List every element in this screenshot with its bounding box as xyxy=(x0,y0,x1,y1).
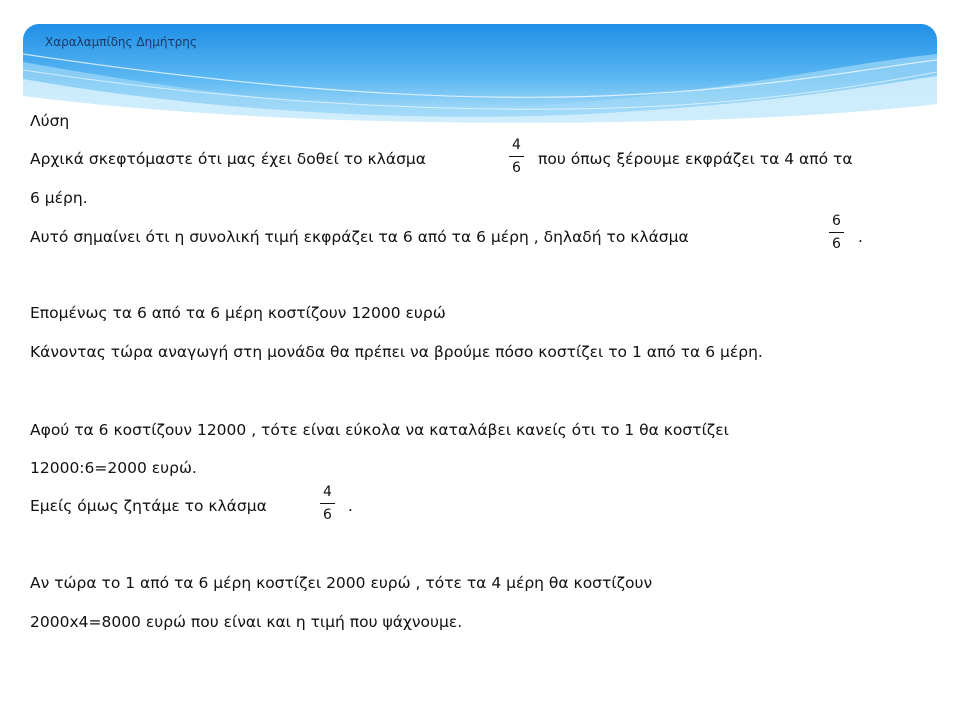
fraction-denominator: 6 xyxy=(323,507,332,523)
fraction-6-6 xyxy=(829,212,844,253)
paragraph-3: Επομένως τα 6 από τα 6 μέρη κοστίζουν 12000 ευρώ xyxy=(30,304,446,322)
fraction-numerator: 4 xyxy=(509,136,524,157)
author-name: Χαραλαμπίδης Δημήτρης xyxy=(45,35,197,49)
paragraph-2a: Αυτό σημαίνει ότι η συνολική τιμή εκφράζει τα 6 από τα 6 μέρη , δηλαδή το κλάσμα xyxy=(30,228,689,246)
paragraph-4: Κάνοντας τώρα αναγωγή στη μονάδα θα πρέπει να βρούμε πόσο κοστίζει το 1 από τα 6 μέρη. xyxy=(30,343,763,361)
paragraph-5b: 12000:6=2000 ευρώ. xyxy=(30,459,197,477)
paragraph-7a: Αν τώρα το 1 από τα 6 μέρη κοστίζει 2000 ευρώ , τότε τα 4 μέρη θα κοστίζουν xyxy=(30,574,653,592)
fraction-numerator: 6 xyxy=(829,212,844,233)
paragraph-2b: . xyxy=(858,228,863,246)
paragraph-6b: . xyxy=(348,497,353,515)
paragraph-6a: Εμείς όμως ζητάμε το κλάσμα xyxy=(30,497,267,515)
fraction-4-6-second xyxy=(320,483,335,524)
paragraph-7b: 2000x4=8000 ευρώ που είναι και η τιμή που ψάχνουμε. xyxy=(30,613,463,631)
paragraph-1b: που όπως ξέρουμε εκφράζει τα 4 από τα xyxy=(538,150,853,168)
fraction-4-6 xyxy=(509,136,524,177)
paragraph-5a: Αφού τα 6 κοστίζουν 12000 , τότε είναι εύκολα να καταλάβει κανείς ότι το 1 θα κοστίζει xyxy=(30,421,729,439)
paragraph-1c: 6 μέρη. xyxy=(30,189,88,207)
fraction-numerator: 4 xyxy=(320,483,335,504)
paragraph-1a: Αρχικά σκεφτόμαστε ότι μας έχει δοθεί το κλάσμα xyxy=(30,150,426,168)
solution-heading: Λύση xyxy=(30,112,70,130)
fraction-denominator: 6 xyxy=(832,236,841,252)
fraction-denominator: 6 xyxy=(512,160,521,176)
